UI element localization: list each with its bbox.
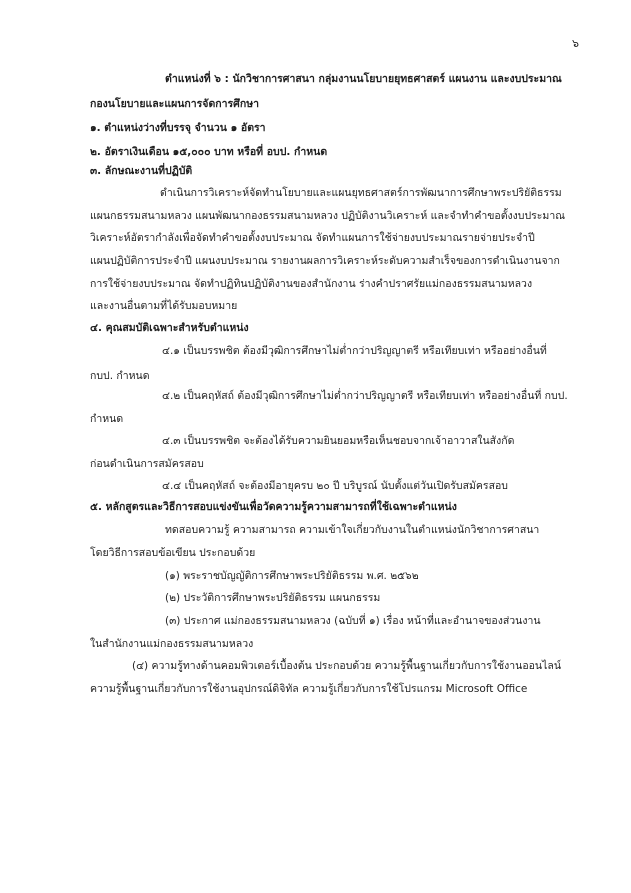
section-1-vacancy: ๑. ตำแหน่งว่างที่บรรจุ จำนวน ๑ อัตรา [90,122,266,134]
duties-line: แผนปฏิบัติการประจำปี แผนงบประมาณ รายงานผลการวิเคราะห์ระดับความสำเร็จของการดำเนินงานจาก [90,255,560,267]
section-4-heading: ๔. คุณสมบัติเฉพาะสำหรับตำแหน่ง [90,322,249,334]
duties-line: ดำเนินการวิเคราะห์จัดทำนโยบายและแผนยุทธศาสตร์การพัฒนาการศึกษาพระปริยัติธรรม [160,187,562,199]
exam-topic: (๒) ประวัติการศึกษาพระปริยัติธรรม แผนกธรรม [165,592,381,604]
duties-line: แผนกธรรมสนามหลวง แผนพัฒนากองธรรมสนามหลวง ปฏิบัติงานวิเคราะห์ และจำทำคำขอตั้งงบประมาณ [90,210,565,222]
exam-topic: (๔) ความรู้ทางด้านคอมพิวเตอร์เบื้องต้น ประกอบด้วย ความรู้พื้นฐานเกี่ยวกับการใช้งานออนไลน์ [132,660,562,672]
position-department: กองนโยบายและแผนการจัดการศึกษา [90,98,260,110]
section-5-heading: ๕. หลักสูตรและวิธีการสอบแข่งขันเพื่อวัดความรู้ความสามารถที่ใช้เฉพาะตำแหน่ง [90,501,457,513]
exam-topic-cont: ความรู้พื้นฐานเกี่ยวกับการใช้งานอุปกรณ์ดิจิทัล ความรู้เกี่ยวกับการใช้โปรแกรม Microsoft Office [90,683,528,695]
duties-line: วิเคราะห์อัตรากำลังเพื่อจัดทำคำขอตั้งงบประมาณ จัดทำแผนการใช้จ่ายงบประมาณรายจ่ายประจำปี [90,232,535,244]
page-number: ๖ [572,37,579,50]
exam-intro-cont: โดยวิธีการสอบข้อเขียน ประกอบด้วย [90,547,256,559]
exam-topic: (๑) พระราชบัญญัติการศึกษาพระปริยัติธรรม พ.ศ. ๒๕๖๒ [165,570,419,582]
duties-line: การใช้จ่ายงบประมาณ จัดทำปฏิทินปฏิบัติงานของสำนักงาน ร่างคำปราศรัยแม่กองธรรมสนามหลวง [90,278,533,290]
exam-intro: ทดสอบความรู้ ความสามารถ ความเข้าใจเกี่ยวกับงานในตำแหน่งนักวิชาการศาสนา [165,524,540,536]
qualification-item: ๔.๒ เป็นคฤหัสถ์ ต้องมีวุฒิการศึกษาไม่ต่ำกว่าปริญญาตรี หรือเทียบเท่า หรืออย่างอื่นที่ กบป. [162,390,568,402]
section-3-heading: ๓. ลักษณะงานที่ปฏิบัติ [90,165,193,177]
qualification-item-cont: ก่อนดำเนินการสมัครสอบ [90,458,204,470]
qualification-item: ๔.๑ เป็นบรรพชิต ต้องมีวุฒิการศึกษาไม่ต่ำกว่าปริญญาตรี หรือเทียบเท่า หรืออย่างอื่นที่ [162,345,547,357]
exam-topic-cont: ในสำนักงานแม่กองธรรมสนามหลวง [90,638,254,650]
position-title: ตำแหน่งที่ ๖ : นักวิชาการศาสนา กลุ่มงานนโยบายยุทธศาสตร์ แผนงาน และงบประมาณ [165,73,562,85]
qualification-item: ๔.๔ เป็นคฤหัสถ์ จะต้องมีอายุครบ ๒๐ ปี บริบูรณ์ นับตั้งแต่วันเปิดรับสมัครสอบ [162,480,508,492]
exam-topic: (๓) ประกาศ แม่กองธรรมสนามหลวง (ฉบับที่ ๑) เรื่อง หน้าที่และอำนาจของส่วนงาน [165,615,541,627]
qualification-item-cont: กบป. กำหนด [90,370,150,382]
duties-line: และงานอื่นตามที่ได้รับมอบหมาย [90,300,238,312]
qualification-item-cont: กำหนด [90,413,124,425]
qualification-item: ๔.๓ เป็นบรรพชิต จะต้องได้รับความยินยอมหรือเห็นชอบจากเจ้าอาวาสในสังกัด [162,435,515,447]
section-2-salary: ๒. อัตราเงินเดือน ๑๕,๐๐๐ บาท หรือที่ อบป. กำหนด [90,146,328,158]
